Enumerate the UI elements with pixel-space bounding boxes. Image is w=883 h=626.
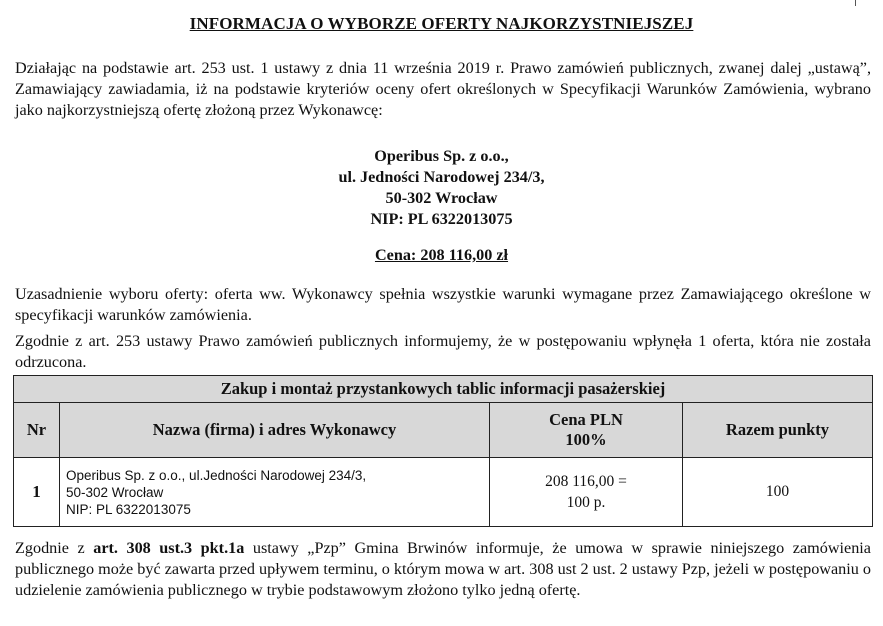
header-price-line1: Cena PLN [549, 410, 623, 429]
closing-legal-reference: art. 308 ust.3 pkt.1a [93, 539, 245, 557]
header-points: Razem punkty [683, 403, 873, 458]
closing-part2: ustawy „Pzp” Gmina Brwinów informuje, że umowa w sprawie niniejszego zamówienia publicznego może być zawarta przed upływem terminu, o którym mowa w art. 308 ust 2 ust. 2 ustawy Pzp, jeżeli w postępowaniu o udzielenie zamówienia publicznego w trybie podstawowym złożono tylko jedną ofertę. [15, 539, 871, 599]
row-price-line2: 100 p. [566, 494, 606, 511]
table-row [14, 458, 873, 527]
contractor-name: Operibus Sp. z o.o., [374, 147, 509, 165]
row-contractor [60, 458, 490, 527]
info-paragraph: Zgodnie z art. 253 ustawy Prawo zamówień publicznych informujemy, że w postępowaniu wpłynęła 1 oferta, która nie została odrzucona. [15, 332, 871, 371]
row-price [490, 458, 683, 527]
selected-contractor [0, 146, 883, 230]
row-contractor-line1: Operibus Sp. z o.o., ul.Jedności Narodowej 234/3, [66, 467, 367, 483]
row-points: 100 [683, 458, 873, 527]
table-header-row [14, 403, 873, 458]
header-contractor: Nazwa (firma) i adres Wykonawcy [60, 403, 490, 458]
contractor-street: ul. Jedności Narodowej 234/3, [338, 168, 545, 186]
justification-paragraph: Uzasadnienie wyboru oferty: oferta ww. Wykonawcy spełnia wszystkie warunki wymagane przez Zamawiającego określone w specyfikacji warunków zamówienia. [15, 285, 871, 324]
table-caption: Zakup i montaż przystankowych tablic informacji pasażerskiej [14, 376, 873, 403]
header-price [490, 403, 683, 458]
closing-part1: Zgodnie z [15, 539, 94, 557]
scan-mark [855, 0, 856, 6]
intro-paragraph: Działając na podstawie art. 253 ust. 1 ustawy z dnia 11 września 2019 r. Prawo zamówień publicznych, zwanej dalej „ustawą”, Zamawiający zawiadamia, iż na podstawie kryteriów oceny ofert określonych w Specyfikacji Warunków Zamówienia, wybrano jako najkorzystniejszą ofertę złożoną przez Wykonawcę: [15, 59, 871, 119]
document-title: INFORMACJA O WYBORZE OFERTY NAJKORZYSTNIEJSZEJ [189, 14, 694, 33]
offer-price: Cena: 208 116,00 zł [374, 246, 509, 264]
closing-paragraph [15, 538, 871, 601]
offers-table [13, 375, 873, 527]
contractor-nip: NIP: PL 6322013075 [370, 210, 513, 228]
header-price-line2: 100% [565, 430, 607, 449]
contractor-city: 50-302 Wrocław [385, 189, 498, 207]
row-contractor-line3: NIP: PL 6322013075 [66, 501, 191, 517]
header-nr: Nr [14, 403, 60, 458]
row-nr: 1 [14, 458, 60, 527]
row-price-line1: 208 116,00 = [545, 473, 627, 490]
row-contractor-line2: 50-302 Wrocław [66, 484, 164, 500]
